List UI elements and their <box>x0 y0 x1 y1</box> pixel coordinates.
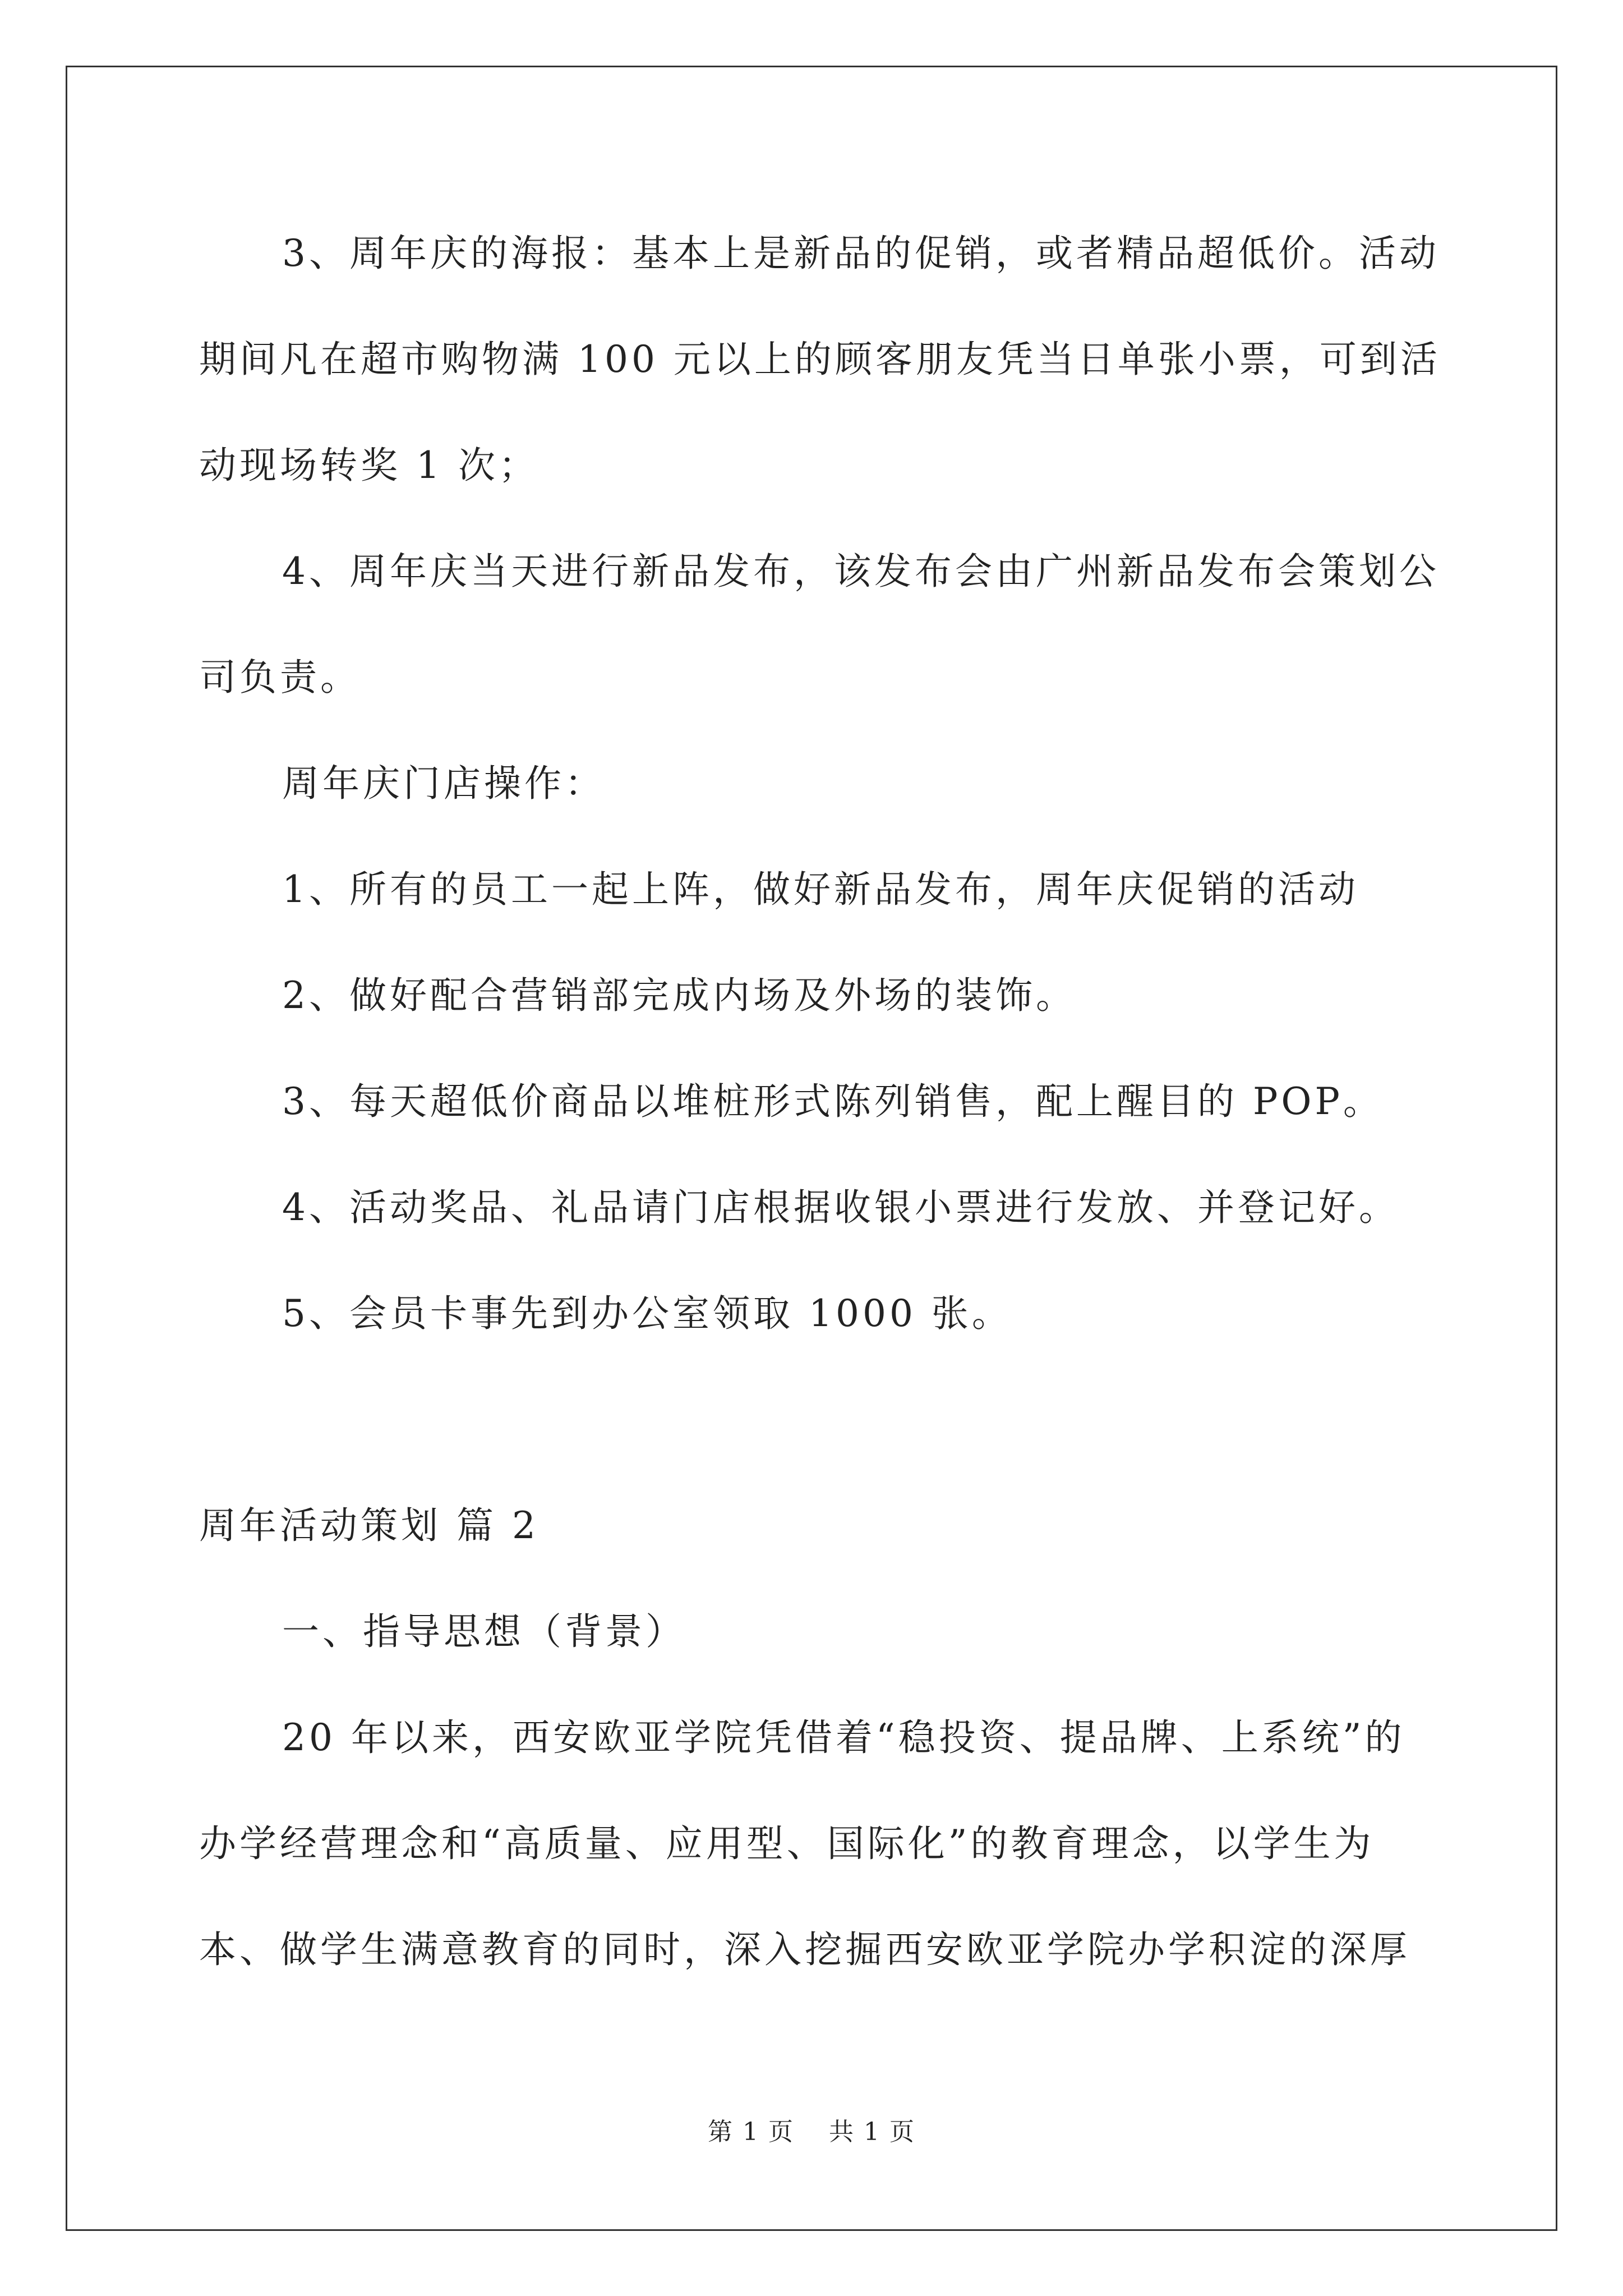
paragraph-line: 期间凡在超市购物满 100 元以上的顾客朋友凭当日单张小票，可到活 <box>199 338 1441 381</box>
paragraph-line: 本、做学生满意教育的同时，深入挖掘西安欧亚学院办学积淀的深厚 <box>199 1928 1410 1971</box>
subsection-heading: 一、指导思想（背景） <box>282 1610 686 1653</box>
list-item: 4、活动奖品、礼品请门店根据收银小票进行发放、并登记好。 <box>282 1186 1399 1229</box>
list-item: 1、所有的员工一起上阵，做好新品发布，周年庆促销的活动 <box>282 868 1359 911</box>
paragraph-line: 司负责。 <box>199 656 361 699</box>
list-item: 5、会员卡事先到办公室领取 1000 张。 <box>282 1292 1012 1335</box>
paragraph-line: 办学经营理念和“高质量、应用型、国际化”的教育理念，以学生为 <box>199 1822 1375 1865</box>
paragraph-line: 20 年以来，西安欧亚学院凭借着“稳投资、提品牌、上系统”的 <box>282 1716 1405 1759</box>
page-number-footer: 第 1 页 共 1 页 <box>708 2118 915 2146</box>
paragraph-line: 4、周年庆当天进行新品发布，该发布会由广州新品发布会策划公 <box>282 550 1440 593</box>
paragraph-line: 3、周年庆的海报：基本上是新品的促销，或者精品超低价。活动 <box>282 232 1440 275</box>
section-heading: 周年活动策划 篇 2 <box>199 1504 539 1547</box>
section-label: 周年庆门店操作： <box>282 762 605 805</box>
list-item: 3、每天超低价商品以堆桩形式陈列销售，配上醒目的 POP。 <box>282 1080 1384 1123</box>
list-item: 2、做好配合营销部完成内场及外场的装饰。 <box>282 974 1076 1017</box>
page-border <box>66 66 1557 2231</box>
paragraph-line: 动现场转奖 1 次； <box>199 444 539 487</box>
